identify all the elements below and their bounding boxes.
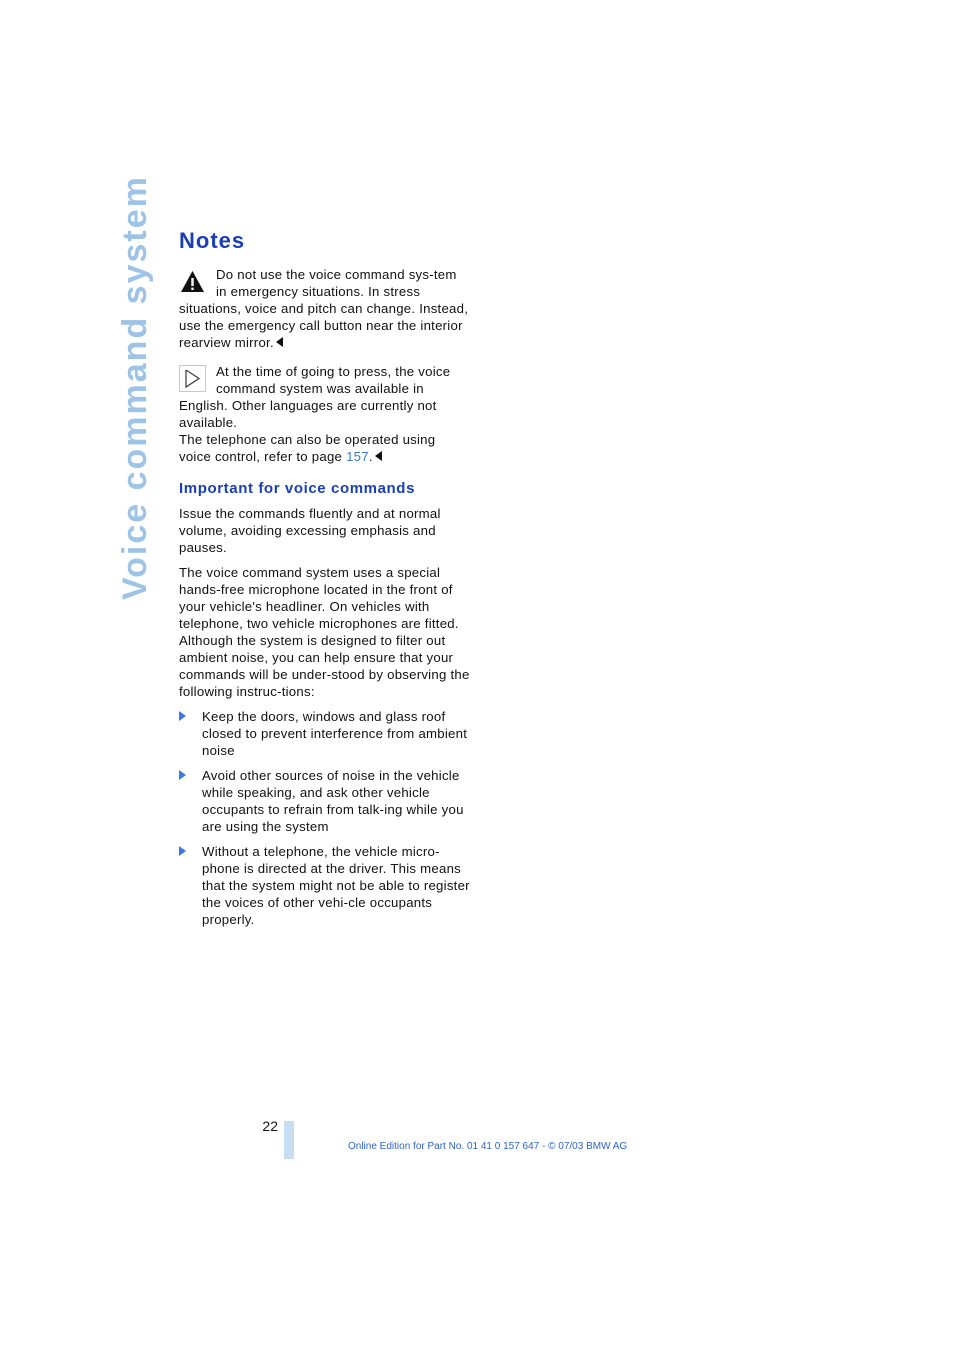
info-note-text-1: At the time of going to press, the voice command system was available in English. Other languages are currently not available. xyxy=(179,364,451,430)
warning-triangle-icon xyxy=(179,268,206,295)
notes-heading: Notes xyxy=(179,228,246,253)
important-paragraph-1: Issue the commands fluently and at normal volume, avoiding excessing emphasis and pauses. xyxy=(179,506,441,555)
page-number: 22 xyxy=(262,1118,278,1134)
important-heading: Important for voice commands xyxy=(179,480,416,497)
footer-copyright: Online Edition for Part No. 01 41 0 157 647 - © 07/03 BMW AG xyxy=(348,1141,628,1152)
end-mark-icon xyxy=(375,451,382,461)
page-tab-marker xyxy=(284,1121,294,1159)
list-item-text: Without a telephone, the vehicle micro-phone is directed at the driver. This means that the system might not be able to register the voices of other vehi-cle occupants properly. xyxy=(202,844,470,927)
list-item-text: Avoid other sources of noise in the vehicle while speaking, and ask other vehicle occupants to refrain from talk-ing while you are using the system xyxy=(202,768,464,834)
info-note xyxy=(179,363,471,465)
list-item-text: Keep the doors, windows and glass roof closed to prevent interference from ambient noise xyxy=(202,709,468,758)
list-item xyxy=(179,708,471,759)
info-note-text-2-suffix: . xyxy=(368,449,373,464)
page-reference-link[interactable]: 157 xyxy=(346,449,369,464)
list-item xyxy=(179,843,471,928)
important-paragraph-2: The voice command system uses a special hands-free microphone located in the front of your vehicle's headliner. On vehicles with telephone, two vehicle microphones are fitted. Although the system is designed to filter out ambient noise, you can help ensure that your commands will be under-stood by observing the following instruc-tions: xyxy=(179,565,470,699)
bullet-arrow-icon xyxy=(179,711,186,721)
list-item xyxy=(179,767,471,835)
bullet-arrow-icon xyxy=(179,770,186,780)
side-section-title: Voice command system xyxy=(116,175,154,600)
instruction-list xyxy=(179,708,471,928)
info-note-text-2: The telephone can also be operated using voice control, refer to page xyxy=(179,432,436,464)
warning-note-text: Do not use the voice command sys-tem in emergency situations. In stress situations, voice and pitch can change. Instead, use the emergency call button near the interior rearview mirror. xyxy=(179,267,469,350)
bullet-arrow-icon xyxy=(179,846,186,856)
info-note-icon xyxy=(179,365,206,392)
warning-note xyxy=(179,266,471,351)
page-content xyxy=(179,226,471,936)
end-mark-icon xyxy=(276,337,283,347)
